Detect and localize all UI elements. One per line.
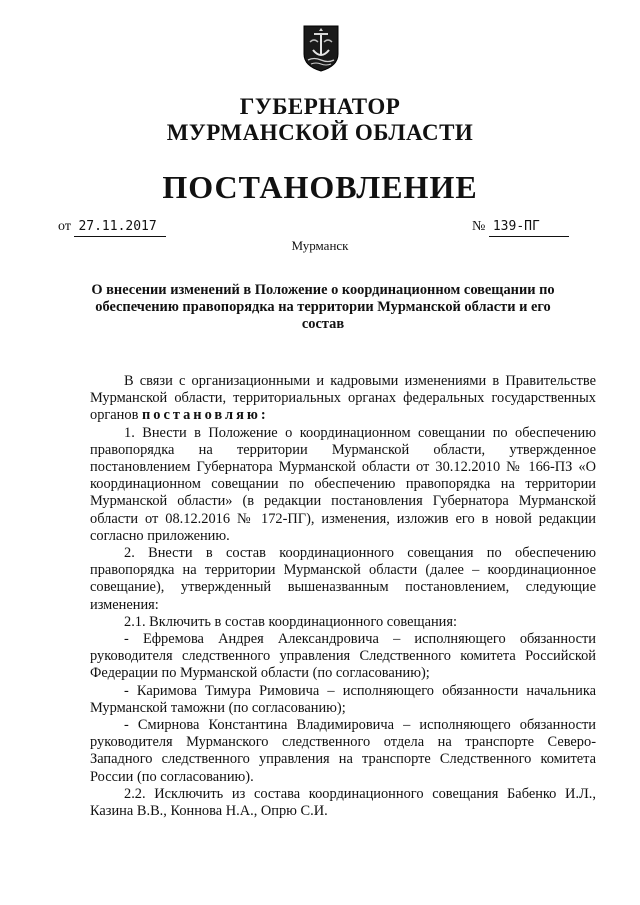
date-prefix: от <box>58 219 71 234</box>
paragraph-2: 2. Внести в состав координационного совещания по обеспечению правопорядка на территории Мурманской области (далее – координационное совещание), утвержденный вышеназванным постановлением, следующие изменения: <box>90 545 596 613</box>
list-item: - Смирнова Константина Владимировича – исполняющего обязанности руководителя Мурманского следственного отдела на транспорте Северо-Западного следственного управления на транспорте Следственного комитета России (по согласованию). <box>90 717 596 785</box>
governor-title: ГУБЕРНАТОР <box>239 94 401 119</box>
paragraph-1: 1. Внести в Положение о координационном совещании по обеспечению правопорядка на территории Мурманской области, утвержденное постановлением Губернатора Мурманской области от 30.12.2010 № 166-ПЗ «О координационном совещании по обеспечению правопорядка на территории Мурманской области» (в редакции постановления Губернатора Мурманской области от 08.12.2016 № 172-ПГ), изменения, изложив его в новой редакции согласно приложению. <box>90 424 596 544</box>
paragraph-2-1: 2.1. Включить в состав координационного совещания: <box>124 613 457 630</box>
city-name: Мурманск <box>291 238 349 253</box>
document-date-row <box>58 218 166 237</box>
document-body <box>90 373 596 820</box>
paragraph-2-2: 2.2. Исключить из состава координационного совещания Бабенко И.Л., Казина В.В., Коннова Н.А., Опрю С.И. <box>90 785 596 820</box>
number-prefix: № <box>472 219 486 234</box>
list-item: - Каримова Тимура Римовича – исполняющего обязанности начальника Мурманской таможни (по согласованию); <box>90 682 596 716</box>
document-date: 27.11.2017 <box>74 218 166 237</box>
document-number: 139-ПГ <box>489 218 569 237</box>
preamble-keyword: постановляю: <box>141 407 269 424</box>
preamble-paragraph <box>90 373 596 425</box>
document-number-row <box>472 218 569 237</box>
preamble-text: В связи с организационными и кадровыми изменениями в Правительстве Мурманской области, территориальных органах федеральных государственных органов <box>90 373 596 424</box>
coat-of-arms-icon <box>302 24 340 72</box>
region-title: МУРМАНСКОЙ ОБЛАСТИ <box>166 120 474 145</box>
document-type: ПОСТАНОВЛЕНИЕ <box>162 169 478 205</box>
list-item: - Ефремова Андрея Александровича – исполняющего обязанности руководителя следственного управления Следственного комитета Российской Федерации по Мурманской области (по согласованию); <box>90 631 596 682</box>
document-subject: О внесении изменений в Положение о координационном совещании по обеспечению правопорядка на территории Мурманской области и его состав <box>91 282 555 332</box>
